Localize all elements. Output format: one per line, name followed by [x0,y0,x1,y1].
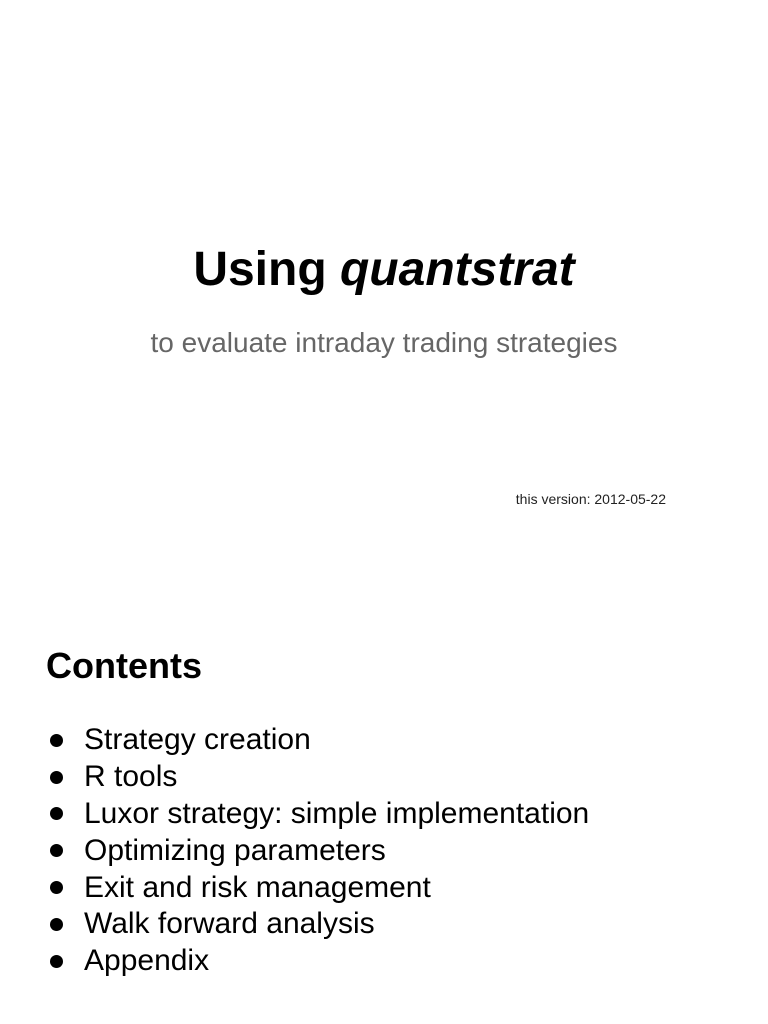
bullet-icon [50,881,63,894]
version-date: this version: 2012-05-22 [515,491,666,507]
list-item-text: Optimizing parameters [84,833,386,867]
bullet-icon [50,955,63,968]
title-plain-text: Using [193,243,340,296]
list-item-text: Appendix [84,944,210,978]
bullet-icon [50,918,63,931]
list-item [46,869,589,906]
list-item [46,722,589,759]
list-item-text: Luxor strategy: simple implementation [84,796,590,830]
contents-slide [0,560,768,1024]
list-item [46,943,589,980]
slide-title [0,240,768,300]
contents-heading: Contents [46,645,202,686]
contents-list [46,722,589,980]
slide-subtitle: to evaluate intraday trading strategies [150,327,618,358]
list-item [46,759,589,796]
list-item-text: Strategy creation [84,723,311,757]
bullet-icon [50,844,63,857]
bullet-icon [50,734,63,747]
bullet-icon [50,807,63,820]
title-italic-text: quantstrat [339,243,575,296]
list-item-text: R tools [84,760,178,794]
list-item-text: Walk forward analysis [84,907,375,941]
list-item [46,906,589,943]
bullet-icon [50,771,63,784]
list-item-text: Exit and risk management [84,870,431,904]
list-item [46,832,589,869]
list-item [46,796,589,833]
